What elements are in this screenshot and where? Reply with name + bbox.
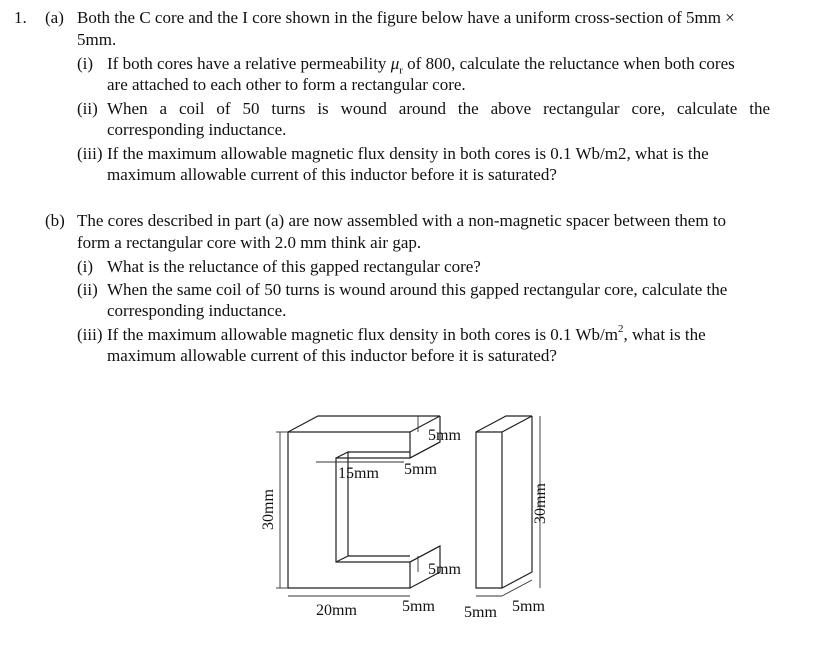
part-b-intro-line2: form a rectangular core with 2.0 mm think air gap. [77,233,422,252]
mu-subscript: r [399,64,403,77]
part-b-iii-line1-post: , what is the [623,325,706,344]
part-a-i-line2: are attached to each other to form a rectangular core. [107,75,466,94]
part-a-intro-line2: 5mm. [77,30,117,49]
label-i-width: 5mm [464,604,497,621]
mu-symbol: μ [390,54,400,73]
label-c-bottom-thickness: 5mm [428,561,461,578]
part-a-iii-line2: maximum allowable current of this inductor before it is saturated? [107,165,557,184]
part-a-iii-label: (iii) [77,144,103,163]
c-core-inner-depth [410,442,440,562]
i-core-front-face [476,432,502,588]
c-core-front-face [288,432,410,588]
part-b-iii-line1-pre: If the maximum allowable magnetic flux density in both cores is 0.1 Wb/m [107,325,618,344]
label-c-height: 30mm [260,489,277,530]
part-a-ii-label: (ii) [77,99,98,118]
label-c-width: 20mm [316,602,357,619]
part-b-ii-label: (ii) [77,280,98,299]
part-b-iii-label: (iii) [77,325,103,344]
i-depth-dim [502,580,532,596]
label-i-depth: 5mm [512,598,545,615]
question-number: 1. [14,8,27,27]
part-a-label: (a) [45,8,64,27]
part-b-ii-line1: When the same coil of 50 turns is wound around this gapped rectangular core, calculate the [107,280,728,299]
label-i-height: 30mm [532,483,549,524]
part-a-intro-line1: Both the C core and the I core shown in the figure below have a uniform cross-section of 5mm × [77,8,735,27]
part-a-i-line1-pre: If both cores have a relative permeability [107,54,387,73]
part-a-i-label: (i) [77,54,94,73]
squared-superscript: 2 [618,323,624,336]
part-a-iii-line1: If the maximum allowable magnetic flux density in both cores is 0.1 Wb/m2, what is the [107,144,709,163]
label-c-leg-thickness: 5mm [404,461,437,478]
label-c-depth: 5mm [402,598,435,615]
label-c-inner-width: 15mm [338,465,379,482]
part-a-i-line1-post: of 800, calculate the reluctance when both cores [407,54,735,73]
part-b-i-line1: What is the reluctance of this gapped rectangular core? [107,257,481,276]
part-b-label: (b) [45,211,65,230]
part-a-ii-line2: corresponding inductance. [107,120,287,139]
part-b-ii-line2: corresponding inductance. [107,301,287,320]
part-b-intro-line1: The cores described in part (a) are now assembled with a non-magnetic spacer between them to [77,211,727,230]
part-b-iii-line2: maximum allowable current of this inductor before it is saturated? [107,346,557,365]
part-b-i-label: (i) [77,257,94,276]
part-a-ii-line1: When a coil of 50 turns is wound around the above rectangular core, calculate the [107,99,770,118]
label-c-top-thickness: 5mm [428,427,461,444]
